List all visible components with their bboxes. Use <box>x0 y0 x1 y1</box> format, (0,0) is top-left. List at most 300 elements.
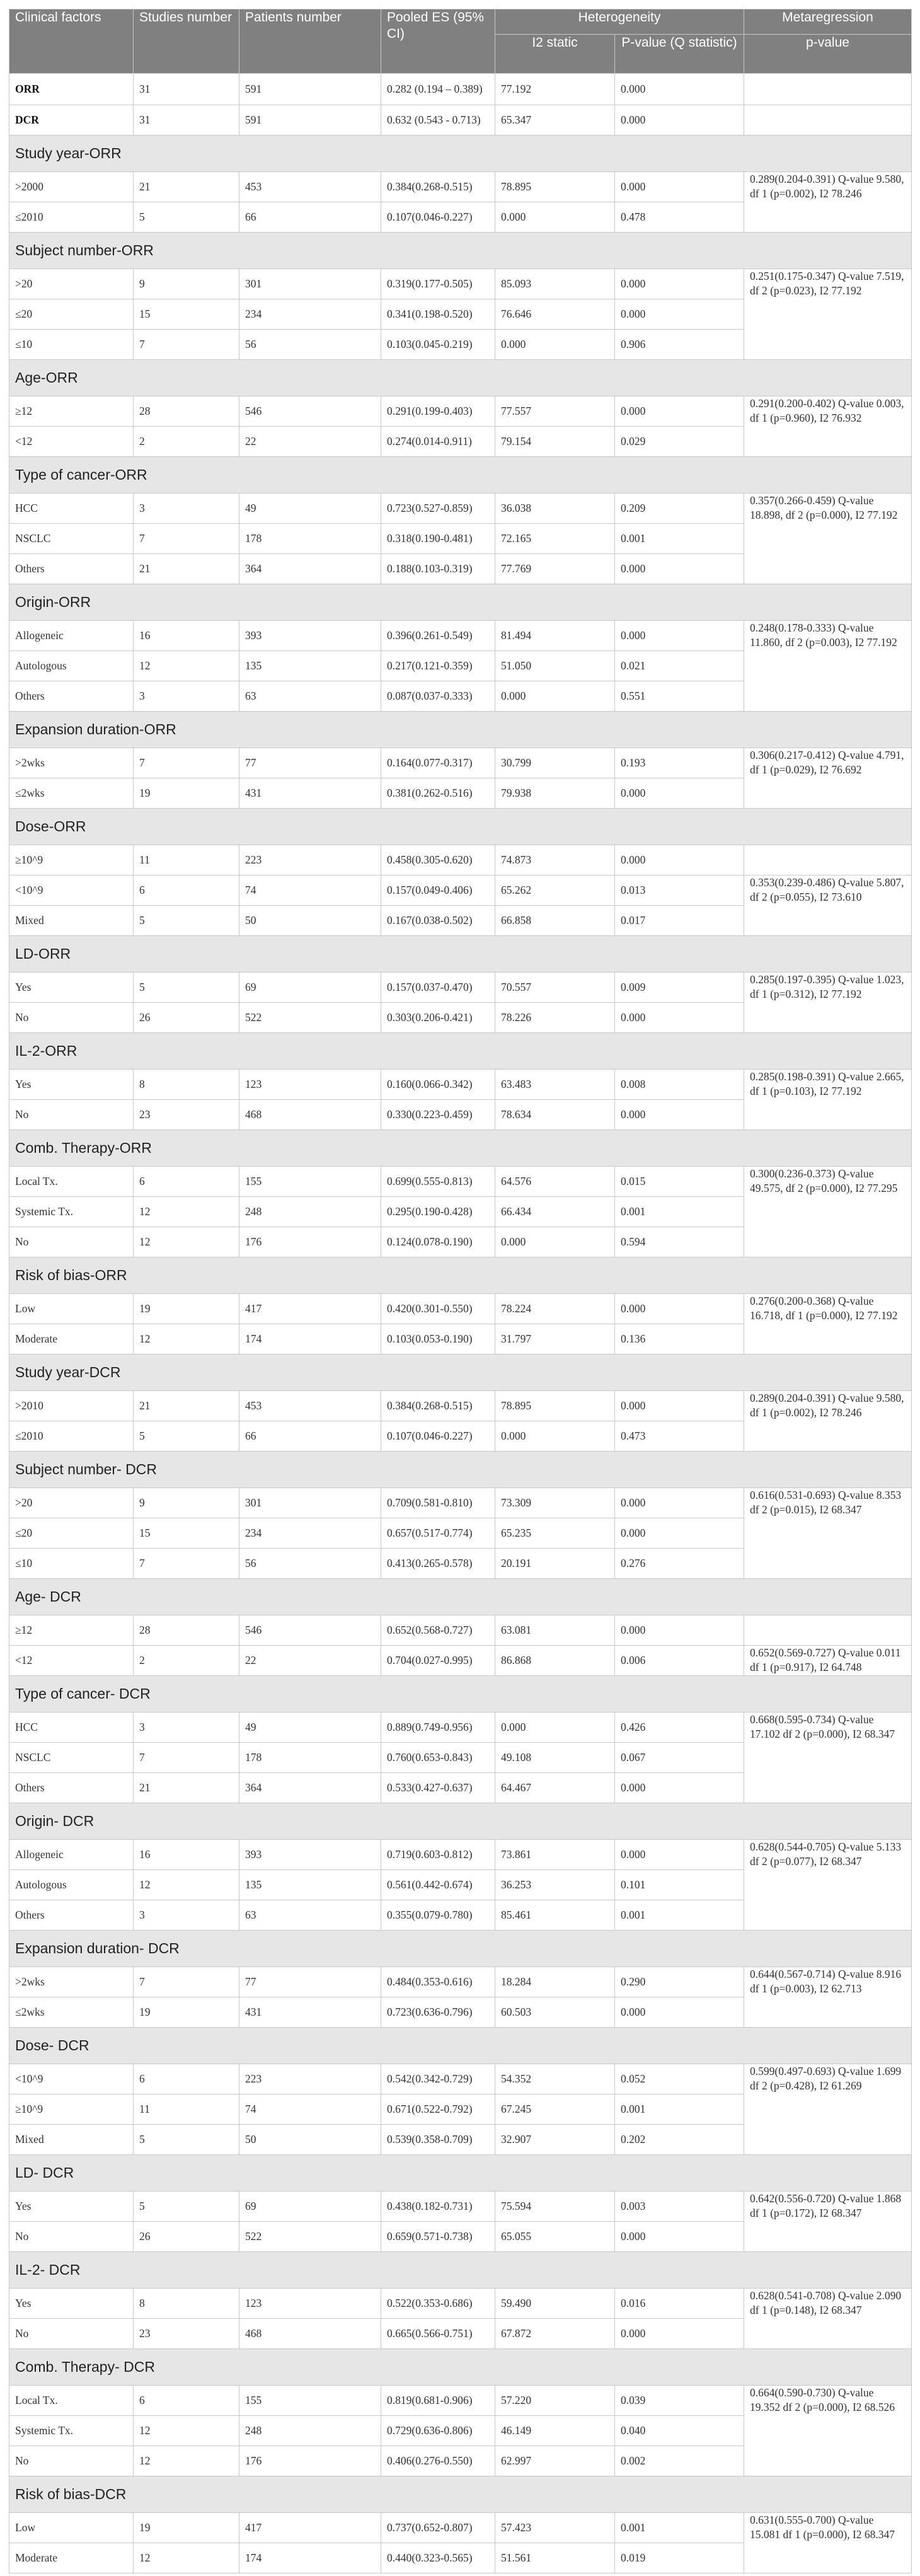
section-title: Comb. Therapy-ORR <box>9 1130 912 1167</box>
section-title: IL-2- DCR <box>9 2252 912 2289</box>
p-value-cell: 0.193 <box>615 748 744 778</box>
section-header-row <box>9 360 912 396</box>
factor-cell: No <box>9 2446 134 2476</box>
p-value-cell: 0.002 <box>615 2446 744 2476</box>
p-value-cell: 0.015 <box>615 1167 744 1197</box>
patients-cell: 77 <box>239 1967 381 1997</box>
patients-cell: 74 <box>239 875 381 906</box>
section-title: Dose- DCR <box>9 2028 912 2064</box>
studies-cell: 7 <box>134 1967 239 1997</box>
pooled-es-cell: 0.384(0.268-0.515) <box>381 1391 495 1421</box>
table-row <box>9 1615 912 1646</box>
i2-cell: 78.224 <box>495 1294 615 1324</box>
section-header-row <box>9 1931 912 1967</box>
studies-cell: 12 <box>134 1227 239 1257</box>
factor-cell: Others <box>9 1900 134 1931</box>
table-header <box>9 9 912 74</box>
pooled-es-cell: 0.384(0.268-0.515) <box>381 172 495 202</box>
pooled-es-cell: 0.533(0.427-0.637) <box>381 1773 495 1803</box>
patients-cell: 591 <box>239 105 381 136</box>
i2-cell: 76.646 <box>495 299 615 330</box>
section-title: Origin-ORR <box>9 584 912 621</box>
metaregression-cell <box>744 1615 912 1646</box>
patients-cell: 63 <box>239 1900 381 1931</box>
p-value-cell: 0.019 <box>615 2543 744 2573</box>
i2-cell: 51.050 <box>495 651 615 681</box>
pooled-es-cell: 0.318(0.190-0.481) <box>381 524 495 554</box>
i2-cell: 70.557 <box>495 973 615 1003</box>
factor-cell: Allogeneic <box>9 621 134 651</box>
p-value-cell: 0.000 <box>615 1488 744 1518</box>
i2-cell: 0.000 <box>495 1713 615 1743</box>
table-row <box>9 1840 912 1870</box>
metaregression-cell: 0.668(0.595-0.734) Q-value 17.102 df 2 (p=0.000), I2 68.347 <box>744 1713 912 1803</box>
i2-cell: 57.220 <box>495 2386 615 2416</box>
p-value-cell: 0.001 <box>615 524 744 554</box>
section-header-row <box>9 1033 912 1070</box>
section-title: Origin- DCR <box>9 1803 912 1840</box>
i2-cell: 73.309 <box>495 1488 615 1518</box>
pooled-es-cell: 0.440(0.323-0.565) <box>381 2543 495 2573</box>
section-header-row <box>9 936 912 973</box>
pooled-es-cell: 0.723(0.636-0.796) <box>381 1997 495 2028</box>
patients-cell: 49 <box>239 1713 381 1743</box>
factor-cell: HCC <box>9 1713 134 1743</box>
p-value-cell: 0.136 <box>615 1324 744 1354</box>
metaregression-cell: 0.289(0.204-0.391) Q-value 9.580, df 1 (p=0.002), I2 78.246 <box>744 172 912 233</box>
p-value-cell: 0.040 <box>615 2416 744 2446</box>
factor-cell: No <box>9 1100 134 1130</box>
metaregression-cell: 0.664(0.590-0.730) Q-value 19.352 df 2 (p=0.000), I2 68.526 <box>744 2386 912 2476</box>
factor-cell: >2wks <box>9 1967 134 1997</box>
p-value-cell: 0.008 <box>615 1070 744 1100</box>
i2-cell: 0.000 <box>495 1227 615 1257</box>
table-row <box>9 1488 912 1518</box>
factor-cell: ≤2010 <box>9 202 134 233</box>
pooled-es-cell: 0.542(0.342-0.729) <box>381 2064 495 2094</box>
factor-cell: ≤2010 <box>9 1421 134 1452</box>
factor-cell: No <box>9 2319 134 2349</box>
section-header-row <box>9 136 912 172</box>
table-row <box>9 1967 912 1997</box>
table-row <box>9 269 912 299</box>
factor-cell: Mixed <box>9 906 134 936</box>
table-row <box>9 1070 912 1100</box>
section-title: Subject number-ORR <box>9 233 912 269</box>
studies-cell: 12 <box>134 651 239 681</box>
factor-cell: <10^9 <box>9 875 134 906</box>
pooled-es-cell: 0.124(0.078-0.190) <box>381 1227 495 1257</box>
pooled-es-cell: 0.107(0.046-0.227) <box>381 1421 495 1452</box>
table-row <box>9 973 912 1003</box>
factor-cell: NSCLC <box>9 1743 134 1773</box>
patients-cell: 155 <box>239 2386 381 2416</box>
metaregression-cell <box>744 74 912 105</box>
section-header-row <box>9 457 912 494</box>
metaregression-cell: 0.628(0.544-0.705) Q-value 5.133 df 2 (p=0.077), I2 68.347 <box>744 1840 912 1931</box>
metaregression-cell: 0.652(0.569-0.727) Q-value 0.011 df 1 (p=0.917), I2 64.748 <box>744 1646 912 1676</box>
table-row <box>9 1294 912 1324</box>
i2-cell: 77.192 <box>495 74 615 105</box>
p-value-cell: 0.000 <box>615 1840 744 1870</box>
pooled-es-cell: 0.291(0.199-0.403) <box>381 396 495 427</box>
pooled-es-cell: 0.657(0.517-0.774) <box>381 1518 495 1549</box>
studies-cell: 7 <box>134 1549 239 1579</box>
studies-cell: 31 <box>134 105 239 136</box>
pooled-es-cell: 0.274(0.014-0.911) <box>381 427 495 457</box>
factor-cell: ≤10 <box>9 1549 134 1579</box>
p-value-cell: 0.067 <box>615 1743 744 1773</box>
i2-cell: 18.284 <box>495 1967 615 1997</box>
section-header-row <box>9 2476 912 2513</box>
p-value-cell: 0.202 <box>615 2125 744 2155</box>
metaregression-cell: 0.353(0.239-0.486) Q-value 5.807, df 2 (p=0.055), I2 73.610 <box>744 875 912 936</box>
header-studies-number: Studies number <box>134 9 239 74</box>
studies-cell: 7 <box>134 748 239 778</box>
p-value-cell: 0.101 <box>615 1870 744 1900</box>
pooled-es-cell: 0.522(0.353-0.686) <box>381 2289 495 2319</box>
factor-cell: Autologous <box>9 1870 134 1900</box>
studies-cell: 5 <box>134 2125 239 2155</box>
pooled-es-cell: 0.760(0.653-0.843) <box>381 1743 495 1773</box>
overall-row-dcr <box>9 105 912 136</box>
p-value-cell: 0.000 <box>615 1294 744 1324</box>
p-value-cell: 0.276 <box>615 1549 744 1579</box>
p-value-cell: 0.000 <box>615 778 744 809</box>
p-value-cell: 0.551 <box>615 681 744 712</box>
table-row <box>9 875 912 906</box>
studies-cell: 15 <box>134 1518 239 1549</box>
table-row <box>9 2192 912 2222</box>
p-value-cell: 0.052 <box>615 2064 744 2094</box>
pooled-es-cell: 0.659(0.571-0.738) <box>381 2222 495 2252</box>
p-value-cell: 0.003 <box>615 2192 744 2222</box>
patients-cell: 176 <box>239 2446 381 2476</box>
factor-cell: Local Tx. <box>9 2386 134 2416</box>
patients-cell: 468 <box>239 1100 381 1130</box>
patients-cell: 155 <box>239 1167 381 1197</box>
patients-cell: 234 <box>239 299 381 330</box>
section-header-row <box>9 1130 912 1167</box>
section-title: Age-ORR <box>9 360 912 396</box>
i2-cell: 78.895 <box>495 1391 615 1421</box>
studies-cell: 21 <box>134 1773 239 1803</box>
studies-cell: 2 <box>134 427 239 457</box>
pooled-es-cell: 0.420(0.301-0.550) <box>381 1294 495 1324</box>
section-title: Risk of bias-ORR <box>9 1257 912 1294</box>
section-header-row <box>9 1257 912 1294</box>
factor-cell: Systemic Tx. <box>9 2416 134 2446</box>
studies-cell: 19 <box>134 1997 239 2028</box>
pooled-es-cell: 0.282 (0.194 – 0.389) <box>381 74 495 105</box>
i2-cell: 75.594 <box>495 2192 615 2222</box>
p-value-cell: 0.290 <box>615 1967 744 1997</box>
section-title: LD-ORR <box>9 936 912 973</box>
i2-cell: 46.149 <box>495 2416 615 2446</box>
i2-cell: 0.000 <box>495 330 615 360</box>
studies-cell: 21 <box>134 554 239 584</box>
factor-cell: ORR <box>9 74 134 105</box>
table-row <box>9 396 912 427</box>
i2-cell: 78.634 <box>495 1100 615 1130</box>
factor-cell: ≤20 <box>9 299 134 330</box>
section-title: Study year-DCR <box>9 1354 912 1391</box>
studies-cell: 7 <box>134 330 239 360</box>
table-row <box>9 2064 912 2094</box>
p-value-cell: 0.006 <box>615 1646 744 1676</box>
section-title: Subject number- DCR <box>9 1452 912 1488</box>
section-header-row <box>9 584 912 621</box>
factor-cell: Moderate <box>9 2543 134 2573</box>
i2-cell: 65.262 <box>495 875 615 906</box>
i2-cell: 74.873 <box>495 845 615 875</box>
factor-cell: Moderate <box>9 1324 134 1354</box>
i2-cell: 36.253 <box>495 1870 615 1900</box>
pooled-es-cell: 0.157(0.049-0.406) <box>381 875 495 906</box>
studies-cell: 3 <box>134 494 239 524</box>
section-header-row <box>9 1452 912 1488</box>
patients-cell: 178 <box>239 1743 381 1773</box>
section-header-row <box>9 1676 912 1713</box>
table-row <box>9 494 912 524</box>
metaregression-cell: 0.276(0.200-0.368) Q-value 16.718, df 1 (p=0.000), I2 77.192 <box>744 1294 912 1354</box>
factor-cell: HCC <box>9 494 134 524</box>
studies-cell: 15 <box>134 299 239 330</box>
factor-cell: ≤20 <box>9 1518 134 1549</box>
patients-cell: 63 <box>239 681 381 712</box>
section-title: Dose-ORR <box>9 809 912 845</box>
studies-cell: 28 <box>134 1615 239 1646</box>
patients-cell: 522 <box>239 1003 381 1033</box>
factor-cell: Others <box>9 1773 134 1803</box>
p-value-cell: 0.000 <box>615 1997 744 2028</box>
p-value-cell: 0.000 <box>615 1100 744 1130</box>
i2-cell: 62.997 <box>495 2446 615 2476</box>
patients-cell: 69 <box>239 2192 381 2222</box>
metaregression-cell: 0.285(0.198-0.391) Q-value 2.665, df 1 (p=0.103), I2 77.192 <box>744 1070 912 1130</box>
metaregression-table <box>9 9 912 2573</box>
metaregression-cell <box>744 105 912 136</box>
i2-cell: 51.561 <box>495 2543 615 2573</box>
p-value-cell: 0.029 <box>615 427 744 457</box>
factor-cell: Low <box>9 2513 134 2543</box>
studies-cell: 12 <box>134 1870 239 1900</box>
p-value-cell: 0.000 <box>615 1615 744 1646</box>
pooled-es-cell: 0.087(0.037-0.333) <box>381 681 495 712</box>
patients-cell: 66 <box>239 202 381 233</box>
studies-cell: 12 <box>134 2416 239 2446</box>
studies-cell: 16 <box>134 1840 239 1870</box>
header-pooled-es: Pooled ES (95% CI) <box>381 9 495 74</box>
factor-cell: ≤10 <box>9 330 134 360</box>
pooled-es-cell: 0.164(0.077-0.317) <box>381 748 495 778</box>
i2-cell: 86.868 <box>495 1646 615 1676</box>
metaregression-cell: 0.285(0.197-0.395) Q-value 1.023, df 1 (p=0.312), I2 77.192 <box>744 973 912 1033</box>
i2-cell: 64.467 <box>495 1773 615 1803</box>
i2-cell: 81.494 <box>495 621 615 651</box>
i2-cell: 85.093 <box>495 269 615 299</box>
pooled-es-cell: 0.737(0.652-0.807) <box>381 2513 495 2543</box>
pooled-es-cell: 0.699(0.555-0.813) <box>381 1167 495 1197</box>
metaregression-cell: 0.642(0.556-0.720) Q-value 1.868 df 1 (p=0.172), I2 68.347 <box>744 2192 912 2252</box>
patients-cell: 223 <box>239 845 381 875</box>
patients-cell: 301 <box>239 1488 381 1518</box>
metaregression-cell: 0.599(0.497-0.693) Q-value 1.699 df 2 (p=0.428), I2 61.269 <box>744 2064 912 2155</box>
p-value-cell: 0.426 <box>615 1713 744 1743</box>
studies-cell: 12 <box>134 2543 239 2573</box>
pooled-es-cell: 0.539(0.358-0.709) <box>381 2125 495 2155</box>
factor-cell: Mixed <box>9 2125 134 2155</box>
p-value-cell: 0.001 <box>615 2094 744 2125</box>
patients-cell: 417 <box>239 1294 381 1324</box>
patients-cell: 417 <box>239 2513 381 2543</box>
i2-cell: 78.895 <box>495 172 615 202</box>
patients-cell: 546 <box>239 396 381 427</box>
studies-cell: 12 <box>134 1324 239 1354</box>
section-title: Comb. Therapy- DCR <box>9 2349 912 2386</box>
pooled-es-cell: 0.484(0.353-0.616) <box>381 1967 495 1997</box>
factor-cell: >2wks <box>9 748 134 778</box>
table-row <box>9 748 912 778</box>
section-header-row <box>9 233 912 269</box>
section-title: LD- DCR <box>9 2155 912 2192</box>
i2-cell: 65.055 <box>495 2222 615 2252</box>
patients-cell: 546 <box>239 1615 381 1646</box>
p-value-cell: 0.000 <box>615 172 744 202</box>
factor-cell: ≥12 <box>9 1615 134 1646</box>
section-header-row <box>9 2252 912 2289</box>
i2-cell: 54.352 <box>495 2064 615 2094</box>
studies-cell: 5 <box>134 2192 239 2222</box>
metaregression-cell: 0.300(0.236-0.373) Q-value 49.575, df 2 (p=0.000), I2 77.295 <box>744 1167 912 1257</box>
factor-cell: Yes <box>9 1070 134 1100</box>
p-value-cell: 0.009 <box>615 973 744 1003</box>
section-header-row <box>9 1354 912 1391</box>
studies-cell: 12 <box>134 1197 239 1227</box>
i2-cell: 66.858 <box>495 906 615 936</box>
metaregression-cell: 0.248(0.178-0.333) Q-value 11.860, df 2 (p=0.003), I2 77.192 <box>744 621 912 712</box>
section-title: Risk of bias-DCR <box>9 2476 912 2513</box>
pooled-es-cell: 0.303(0.206-0.421) <box>381 1003 495 1033</box>
factor-cell: DCR <box>9 105 134 136</box>
factor-cell: ≤2wks <box>9 1997 134 2028</box>
overall-row-orr <box>9 74 912 105</box>
i2-cell: 65.347 <box>495 105 615 136</box>
metaregression-cell: 0.357(0.266-0.459) Q-value 18.898, df 2 (p=0.000), I2 77.192 <box>744 494 912 584</box>
studies-cell: 6 <box>134 875 239 906</box>
pooled-es-cell: 0.719(0.603-0.812) <box>381 1840 495 1870</box>
factor-cell: Yes <box>9 973 134 1003</box>
pooled-es-cell: 0.160(0.066-0.342) <box>381 1070 495 1100</box>
pooled-es-cell: 0.413(0.265-0.578) <box>381 1549 495 1579</box>
studies-cell: 26 <box>134 1003 239 1033</box>
p-value-cell: 0.000 <box>615 845 744 875</box>
p-value-cell: 0.000 <box>615 269 744 299</box>
pooled-es-cell: 0.103(0.053-0.190) <box>381 1324 495 1354</box>
i2-cell: 49.108 <box>495 1743 615 1773</box>
p-value-cell: 0.000 <box>615 554 744 584</box>
studies-cell: 12 <box>134 2446 239 2476</box>
p-value-cell: 0.473 <box>615 1421 744 1452</box>
i2-cell: 65.235 <box>495 1518 615 1549</box>
patients-cell: 50 <box>239 906 381 936</box>
section-title: Age- DCR <box>9 1579 912 1615</box>
patients-cell: 234 <box>239 1518 381 1549</box>
studies-cell: 19 <box>134 778 239 809</box>
table-row <box>9 621 912 651</box>
pooled-es-cell: 0.157(0.037-0.470) <box>381 973 495 1003</box>
factor-cell: Others <box>9 681 134 712</box>
patients-cell: 393 <box>239 621 381 651</box>
p-value-cell: 0.001 <box>615 2513 744 2543</box>
i2-cell: 31.797 <box>495 1324 615 1354</box>
pooled-es-cell: 0.341(0.198-0.520) <box>381 299 495 330</box>
section-header-row <box>9 809 912 845</box>
p-value-cell: 0.017 <box>615 906 744 936</box>
p-value-cell: 0.000 <box>615 105 744 136</box>
i2-cell: 63.483 <box>495 1070 615 1100</box>
p-value-cell: 0.000 <box>615 74 744 105</box>
factor-cell: Low <box>9 1294 134 1324</box>
pooled-es-cell: 0.330(0.223-0.459) <box>381 1100 495 1130</box>
patients-cell: 69 <box>239 973 381 1003</box>
studies-cell: 23 <box>134 1100 239 1130</box>
p-value-cell: 0.000 <box>615 1003 744 1033</box>
patients-cell: 301 <box>239 269 381 299</box>
factor-cell: >20 <box>9 1488 134 1518</box>
p-value-cell: 0.016 <box>615 2289 744 2319</box>
i2-cell: 72.165 <box>495 524 615 554</box>
patients-cell: 135 <box>239 651 381 681</box>
factor-cell: >2010 <box>9 1391 134 1421</box>
pooled-es-cell: 0.889(0.749-0.956) <box>381 1713 495 1743</box>
studies-cell: 6 <box>134 2064 239 2094</box>
metaregression-cell: 0.644(0.567-0.714) Q-value 8.916 df 1 (p=0.003), I2 62.713 <box>744 1967 912 2028</box>
studies-cell: 8 <box>134 2289 239 2319</box>
p-value-cell: 0.000 <box>615 2222 744 2252</box>
studies-cell: 5 <box>134 906 239 936</box>
pooled-es-cell: 0.704(0.027-0.995) <box>381 1646 495 1676</box>
patients-cell: 123 <box>239 1070 381 1100</box>
i2-cell: 79.938 <box>495 778 615 809</box>
studies-cell: 7 <box>134 524 239 554</box>
patients-cell: 135 <box>239 1870 381 1900</box>
patients-cell: 49 <box>239 494 381 524</box>
p-value-cell: 0.000 <box>615 2319 744 2349</box>
p-value-cell: 0.001 <box>615 1900 744 1931</box>
pooled-es-cell: 0.652(0.568-0.727) <box>381 1615 495 1646</box>
studies-cell: 5 <box>134 1421 239 1452</box>
patients-cell: 178 <box>239 524 381 554</box>
factor-cell: No <box>9 1003 134 1033</box>
metaregression-cell: 0.291(0.200-0.402) Q-value 0.003, df 1 (p=0.960), I2 76.932 <box>744 396 912 457</box>
patients-cell: 248 <box>239 2416 381 2446</box>
factor-cell: Yes <box>9 2289 134 2319</box>
p-value-cell: 0.000 <box>615 1518 744 1549</box>
metaregression-cell: 0.251(0.175-0.347) Q-value 7.519, df 2 (p=0.023), I2 77.192 <box>744 269 912 360</box>
section-header-row <box>9 1803 912 1840</box>
studies-cell: 16 <box>134 621 239 651</box>
patients-cell: 22 <box>239 427 381 457</box>
factor-cell: Others <box>9 554 134 584</box>
patients-cell: 74 <box>239 2094 381 2125</box>
patients-cell: 453 <box>239 1391 381 1421</box>
factor-cell: >2000 <box>9 172 134 202</box>
studies-cell: 3 <box>134 1713 239 1743</box>
i2-cell: 30.799 <box>495 748 615 778</box>
studies-cell: 7 <box>134 1743 239 1773</box>
factor-cell: <12 <box>9 1646 134 1676</box>
